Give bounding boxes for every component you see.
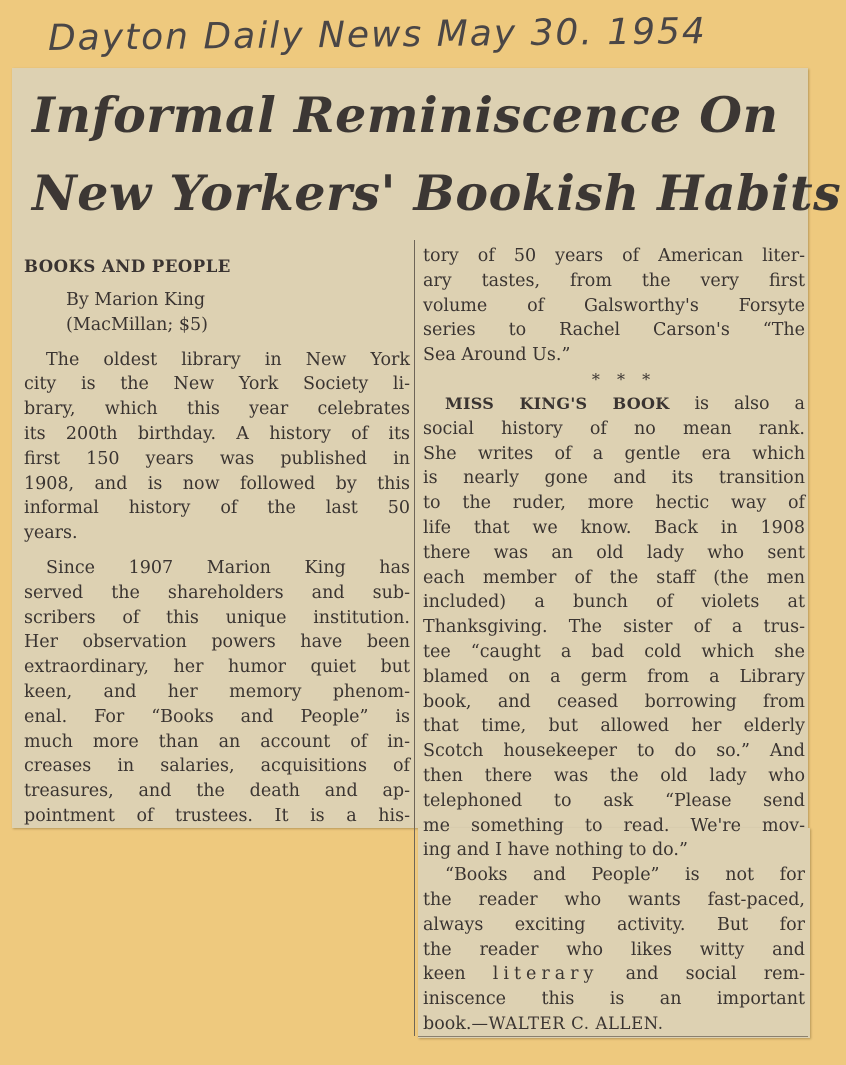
text-line: brary, which this year celebrates <box>24 399 410 420</box>
text-line: She writes of a gentle era which <box>423 443 805 464</box>
text-line: telephoned to ask “Please send <box>423 790 805 811</box>
left-column <box>24 252 410 829</box>
text-line: “Books and People” is not for <box>445 865 805 886</box>
text-line <box>423 1012 805 1037</box>
text-line: that time, but allowed her elderly <box>423 716 805 737</box>
text-line: iniscence this is an important <box>423 989 805 1010</box>
lead-in-rest: is also a <box>694 393 805 414</box>
text-line: extraordinary, her humor quiet but <box>24 657 410 678</box>
text-line: Sea Around Us.” <box>423 345 571 366</box>
text-line: the reader who likes witty and <box>423 939 805 960</box>
text-line: blamed on a germ from a Library <box>423 666 805 687</box>
byline-author: By Marion King <box>66 290 206 310</box>
text-line: keen, and her memory phenom- <box>24 681 410 702</box>
text-line: its 200th birthday. A history of its <box>24 423 410 444</box>
text-line: informal history of the last 50 <box>24 498 410 519</box>
text-line: served the shareholders and sub- <box>24 582 410 603</box>
text-line: years. <box>24 523 78 544</box>
text-line: enal. For “Books and People” is <box>24 706 410 727</box>
text-line: included) a bunch of violets at <box>423 592 805 613</box>
text-line: then there was the old lady who <box>423 765 805 786</box>
text-line: life that we know. Back in 1908 <box>423 517 805 538</box>
text-line: series to Rachel Carson's “The <box>423 320 805 341</box>
text-line: 1908, and is now followed by this <box>24 473 410 494</box>
text-line: Her observation powers have been <box>24 632 410 653</box>
text-line: Scotch housekeeper to do so.” And <box>423 741 805 762</box>
text-line: to the ruder, more hectic way of <box>423 493 805 514</box>
handwritten-source-note: Dayton Daily News May 30. 1954 <box>47 11 708 59</box>
text-line <box>423 962 805 987</box>
text-line: book, and ceased borrowing from <box>423 691 805 712</box>
text-line <box>423 392 805 417</box>
text-line: there was an old lady who sent <box>423 542 805 563</box>
text-line: ing and I have nothing to do.” <box>423 840 688 861</box>
paragraph-gap <box>24 546 410 556</box>
text-line: me something to read. We're mov- <box>423 815 805 836</box>
spaced-word: literary <box>492 964 599 985</box>
text-line: scribers of this unique institution. <box>24 607 410 628</box>
closing-word: keen <box>423 964 466 985</box>
byline-publisher: (MacMillan; $5) <box>66 314 208 335</box>
text-line: Since 1907 Marion King has <box>46 557 410 578</box>
text-line: first 150 years was published in <box>24 448 410 469</box>
closing-word: and social rem- <box>625 964 805 985</box>
closing-word: book. <box>423 1013 472 1034</box>
section-separator: * * * <box>591 369 657 389</box>
text-line: Thanksgiving. The sister of a trus- <box>423 617 805 638</box>
right-column <box>423 244 805 1037</box>
text-line: the reader who wants fast-paced, <box>423 889 805 910</box>
paragraph-gap <box>24 338 410 348</box>
text-line: tory of 50 years of American liter- <box>423 246 805 266</box>
text-line: city is the New York Society li- <box>24 374 410 395</box>
text-line: ary tastes, from the very first <box>423 270 805 291</box>
text-line: social history of no mean rank. <box>423 418 805 439</box>
signature: —WALTER C. ALLEN. <box>471 1013 664 1033</box>
text-line: treasures, and the death and ap- <box>24 781 410 802</box>
headline-line-1: Informal Reminiscence On <box>32 86 779 144</box>
text-line: is nearly gone and its transition <box>423 468 805 489</box>
lead-in: MISS KING'S BOOK <box>445 393 670 413</box>
text-line: each member of the staff (the men <box>423 567 805 588</box>
text-line: pointment of trustees. It is a his- <box>24 805 410 826</box>
text-line: creases in salaries, acquisitions of <box>24 756 410 777</box>
text-line: always exciting activity. But for <box>423 914 805 935</box>
text-line: tee “caught a bad cold which she <box>423 641 805 662</box>
column-divider <box>414 240 415 1036</box>
headline-line-2: New Yorkers' Bookish Habits <box>32 164 842 222</box>
text-line: The oldest library in New York <box>46 349 410 370</box>
text-line: volume of Galsworthy's Forsyte <box>423 295 805 316</box>
section-title: BOOKS AND PEOPLE <box>24 257 231 276</box>
text-line: much more than an account of in- <box>24 731 410 752</box>
